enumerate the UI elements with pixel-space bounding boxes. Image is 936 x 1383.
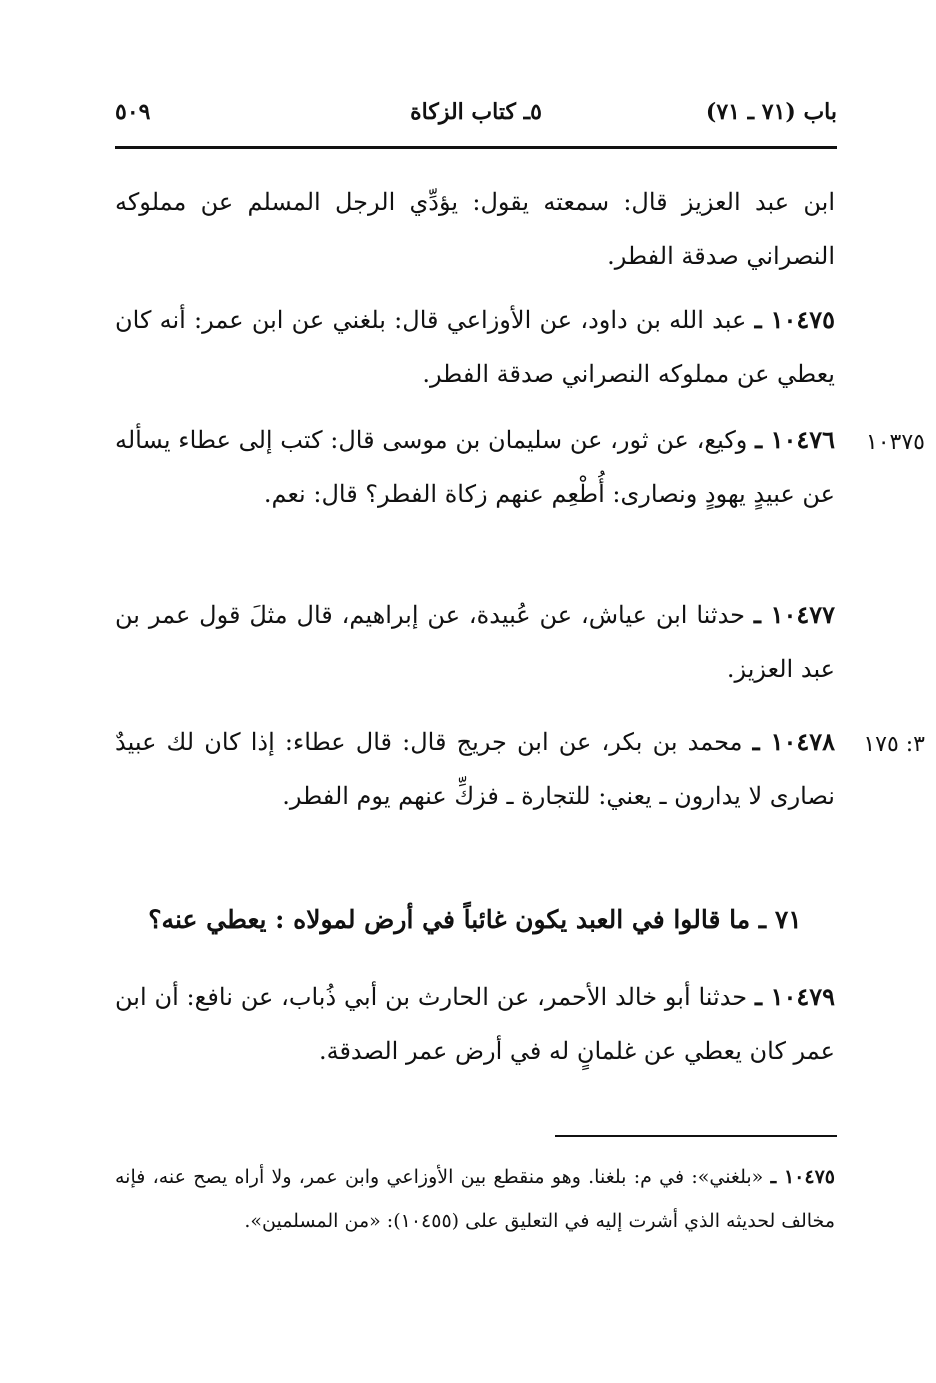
- paragraph-continuation: [115, 175, 835, 283]
- footnote: [115, 1155, 835, 1243]
- hadith-10475: [115, 293, 835, 401]
- paragraph-text: ابن عبد العزيز قال: سمعته يقول: يؤدِّي الرجل المسلم عن مملوكه النصراني صدقة الفطر.: [115, 188, 835, 270]
- hadith-number: ١٠٤٧٦ ـ: [755, 425, 836, 454]
- book-title: ٥ـ كتاب الزكاة: [410, 99, 542, 125]
- footnote-number: ١٠٤٧٥ ـ: [770, 1166, 835, 1188]
- header-rule: [115, 146, 837, 149]
- footnote-text: «بلغني»: في م: بلغنا. وهو منقطع بين الأوزاعي وابن عمر، ولا أراه يصح عنه، فإنه مخالف لحديثه الذي أشرت إليه في التعليق على (١٠٤٥٥): «من المسلمين».: [115, 1166, 835, 1232]
- hadith-number: ١٠٤٧٧ ـ: [753, 600, 836, 629]
- hadith-number: ١٠٤٧٩ ـ: [754, 982, 836, 1011]
- chapter-title: ٧١ ـ ما قالوا في العبد يكون غائباً في أرض لمولاه : يعطي عنه؟: [148, 905, 802, 934]
- hadith-10479: [115, 970, 835, 1078]
- margin-reference: ٣: ١٧٥: [863, 732, 925, 757]
- hadith-text: محمد بن بكر، عن ابن جريج قال: قال عطاء: إذا كان لك عبيدٌ نصارى لا يدارون ـ يعني: للتجارة ـ فزكِّ عنهم يوم الفطر.: [115, 728, 835, 810]
- hadith-10476: [115, 413, 835, 521]
- hadith-number: ١٠٤٧٨ ـ: [752, 727, 836, 756]
- hadith-text: حدثنا ابن عياش، عن عُبيدة، عن إبراهيم، قال مثلَ قول عمر بن عبد العزيز.: [115, 601, 835, 683]
- hadith-text: وكيع، عن ثور، عن سليمان بن موسى قال: كتب إلى عطاء يسأله عن عبيدٍ يهودٍ ونصارى: أُطْعِم عنهم زكاة الفطر؟ قال: نعم.: [115, 426, 835, 508]
- hadith-number: ١٠٤٧٥ ـ: [754, 305, 836, 334]
- page-header: [115, 95, 837, 145]
- margin-reference: ١٠٣٧٥: [865, 430, 925, 455]
- hadith-text: حدثنا أبو خالد الأحمر، عن الحارث بن أبي ذُباب، عن نافع: أن ابن عمر كان يعطي عن غلمانٍ له في أرض عمر الصدقة.: [115, 983, 835, 1065]
- page-number: ٥٠٩: [115, 99, 151, 125]
- hadith-text: عبد الله بن داود، عن الأوزاعي قال: بلغني عن ابن عمر: أنه كان يعطي عن مملوكه النصراني صدقة الفطر.: [115, 306, 835, 388]
- hadith-10478: [115, 715, 835, 823]
- chapter-range: باب (٧١ ـ ٧١): [705, 99, 837, 125]
- hadith-10477: [115, 588, 835, 696]
- footnote-rule: [555, 1135, 837, 1137]
